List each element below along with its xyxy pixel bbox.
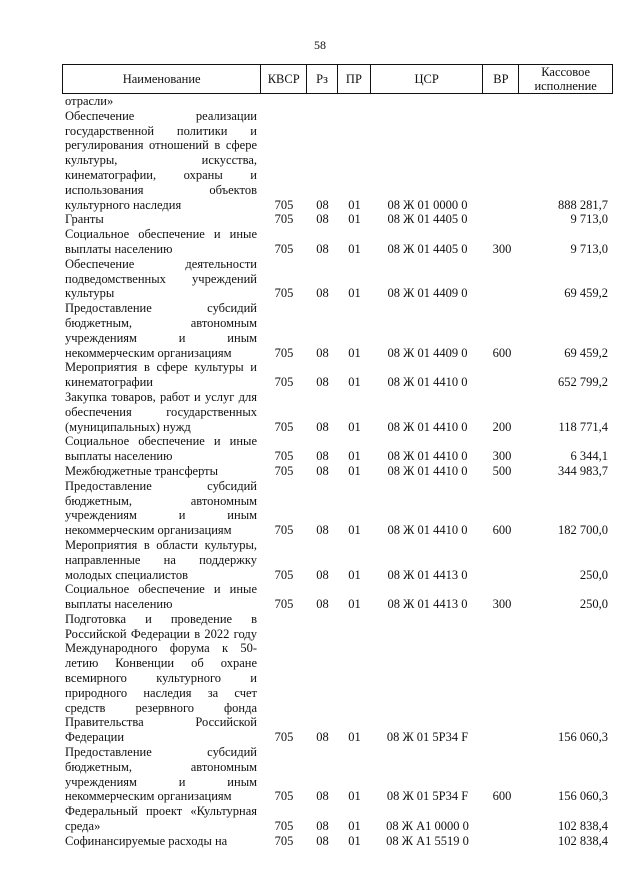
- header-vr: ВР: [483, 65, 519, 93]
- row-kvsr: 705: [274, 197, 294, 212]
- row-kvsr: 705: [274, 597, 294, 612]
- row-name: Софинансируемые расходы на: [65, 833, 228, 848]
- row-csr: 08 Ж 01 5Р34 F: [386, 789, 469, 804]
- row-name: Обеспечение реализации государственной политики и регулирования отношений в сфере культуры, искусства, кинематографии, охраны и использования объектов культурного наследия: [65, 108, 257, 212]
- header-kvsr: КВСР: [261, 65, 307, 93]
- header-name: Наименование: [63, 65, 261, 93]
- row-pr: 01: [348, 419, 361, 434]
- table-row: [62, 227, 613, 257]
- row-ke: 9 713,0: [570, 212, 608, 227]
- row-name: Предоставление субсидий бюджетным, автономным учреждениям и иным некоммерческим организациям: [65, 301, 257, 360]
- row-kvsr: 705: [274, 212, 294, 227]
- row-csr: 08 Ж 01 5Р34 F: [386, 730, 469, 745]
- row-vr: 600: [492, 523, 512, 538]
- row-rz: 08: [316, 449, 329, 464]
- row-rz: 08: [316, 567, 329, 582]
- row-ke: 250,0: [579, 597, 608, 612]
- row-name: Социальное обеспечение и иные выплаты населению: [65, 227, 257, 256]
- row-vr: 600: [492, 789, 512, 804]
- row-ke: 652 799,2: [558, 375, 608, 390]
- row-csr: 08 Ж 01 4405 0: [387, 241, 468, 256]
- row-ke: 344 983,7: [558, 463, 608, 478]
- row-pr: 01: [348, 197, 361, 212]
- row-csr: 08 Ж 01 4410 0: [387, 463, 468, 478]
- row-ke: 69 459,2: [564, 345, 608, 360]
- table-row: [62, 479, 613, 538]
- row-kvsr: 705: [274, 241, 294, 256]
- row-pr: 01: [348, 463, 361, 478]
- row-kvsr: 705: [274, 449, 294, 464]
- row-rz: 08: [316, 286, 329, 301]
- table-row: [62, 212, 613, 227]
- row-csr: 08 Ж 01 4410 0: [387, 449, 468, 464]
- row-ke: 102 838,4: [558, 833, 608, 848]
- row-name: Подготовка и проведение в Российской Федерации в 2022 году Международного форума к 50-летию Конвенции об охране всемирного культурного и природного наследия за счет средств резервного фонда Правительства Российской Федерации: [65, 611, 257, 745]
- header-kassovoe: Кассовое исполнение: [534, 65, 597, 93]
- row-rz: 08: [316, 833, 329, 848]
- row-name: Мероприятия в области культуры, направленные на поддержку молодых специалистов: [65, 537, 257, 582]
- row-csr: 08 Ж 01 4410 0: [387, 375, 468, 390]
- row-kvsr: 705: [274, 375, 294, 390]
- row-pr: 01: [348, 819, 361, 834]
- row-kvsr: 705: [274, 730, 294, 745]
- row-csr: 08 Ж 01 4405 0: [387, 212, 468, 227]
- row-vr: 300: [492, 449, 512, 464]
- row-csr: 08 Ж 01 0000 0: [387, 197, 468, 212]
- row-kvsr: 705: [274, 833, 294, 848]
- row-vr: 500: [492, 463, 512, 478]
- table-row: [62, 301, 613, 360]
- row-vr: 200: [492, 419, 512, 434]
- header-rz: Рз: [307, 65, 338, 93]
- row-pr: 01: [348, 375, 361, 390]
- row-vr: 300: [492, 241, 512, 256]
- row-rz: 08: [316, 597, 329, 612]
- row-rz: 08: [316, 463, 329, 478]
- row-kvsr: 705: [274, 819, 294, 834]
- table-row: [62, 834, 613, 849]
- row-pr: 01: [348, 789, 361, 804]
- table-row: [62, 94, 613, 109]
- row-name: Предоставление субсидий бюджетным, автономным учреждениям и иным некоммерческим организациям: [65, 745, 257, 804]
- row-name: Закупка товаров, работ и услуг для обеспечения государственных (муниципальных) нужд: [65, 389, 257, 434]
- row-name: Обеспечение деятельности подведомственных учреждений культуры: [65, 256, 257, 301]
- row-pr: 01: [348, 212, 361, 227]
- row-ke: 888 281,7: [558, 197, 608, 212]
- row-vr: 600: [492, 345, 512, 360]
- row-name: Мероприятия в сфере культуры и кинематографии: [65, 360, 257, 390]
- row-rz: 08: [316, 419, 329, 434]
- row-ke: 118 771,4: [558, 419, 608, 434]
- table-header: [62, 64, 613, 94]
- table-row: [62, 582, 613, 612]
- table-row: [62, 434, 613, 464]
- row-ke: 250,0: [579, 567, 608, 582]
- row-pr: 01: [348, 730, 361, 745]
- table-row: [62, 257, 613, 301]
- row-pr: 01: [348, 345, 361, 360]
- row-ke: 6 344,1: [570, 449, 608, 464]
- row-csr: 08 Ж 01 4409 0: [387, 345, 468, 360]
- row-rz: 08: [316, 345, 329, 360]
- table-row: [62, 109, 613, 213]
- row-kvsr: 705: [274, 789, 294, 804]
- row-kvsr: 705: [274, 345, 294, 360]
- row-pr: 01: [348, 286, 361, 301]
- table-body: [62, 94, 613, 849]
- row-csr: 08 Ж 01 4413 0: [387, 597, 468, 612]
- row-name: Межбюджетные трансферты: [65, 463, 219, 478]
- row-kvsr: 705: [274, 463, 294, 478]
- row-name: Гранты: [65, 212, 104, 227]
- row-name: отрасли»: [65, 94, 114, 108]
- row-rz: 08: [316, 197, 329, 212]
- row-rz: 08: [316, 375, 329, 390]
- row-ke: 182 700,0: [558, 523, 608, 538]
- row-pr: 01: [348, 523, 361, 538]
- row-csr: 08 Ж А1 5519 0: [386, 833, 469, 848]
- row-rz: 08: [316, 789, 329, 804]
- row-csr: 08 Ж 01 4410 0: [387, 419, 468, 434]
- row-rz: 08: [316, 730, 329, 745]
- row-csr: 08 Ж 01 4409 0: [387, 286, 468, 301]
- row-pr: 01: [348, 241, 361, 256]
- row-name: Предоставление субсидий бюджетным, автономным учреждениям и иным некоммерческим организациям: [65, 478, 257, 538]
- row-csr: 08 Ж 01 4410 0: [387, 523, 468, 538]
- table-row: [62, 745, 613, 804]
- row-kvsr: 705: [274, 286, 294, 301]
- row-pr: 01: [348, 597, 361, 612]
- page-number: 58: [314, 38, 326, 52]
- table-row: [62, 390, 613, 434]
- row-kvsr: 705: [274, 567, 294, 582]
- row-ke: 156 060,3: [558, 730, 608, 745]
- header-csr: ЦСР: [371, 65, 484, 93]
- table-row: [62, 804, 613, 834]
- row-ke: 9 713,0: [570, 241, 608, 256]
- table-row: [62, 360, 613, 390]
- row-name: Социальное обеспечение и иные выплаты населению: [65, 582, 257, 612]
- table-row: [62, 612, 613, 745]
- header-pr: ПР: [338, 65, 371, 93]
- row-pr: 01: [348, 449, 361, 464]
- row-ke: 69 459,2: [564, 286, 608, 301]
- row-vr: 300: [492, 597, 512, 612]
- table-row: [62, 464, 613, 479]
- row-name: Федеральный проект «Культурная среда»: [65, 804, 257, 834]
- row-csr: 08 Ж А1 0000 0: [386, 819, 469, 834]
- row-rz: 08: [316, 241, 329, 256]
- row-ke: 156 060,3: [558, 789, 608, 804]
- row-pr: 01: [348, 833, 361, 848]
- table-row: [62, 538, 613, 582]
- row-pr: 01: [348, 567, 361, 582]
- row-csr: 08 Ж 01 4413 0: [387, 567, 468, 582]
- row-rz: 08: [316, 819, 329, 834]
- row-kvsr: 705: [274, 419, 294, 434]
- row-rz: 08: [316, 212, 329, 227]
- row-ke: 102 838,4: [558, 819, 608, 834]
- row-kvsr: 705: [274, 523, 294, 538]
- row-rz: 08: [316, 523, 329, 538]
- row-name: Социальное обеспечение и иные выплаты населению: [65, 434, 257, 464]
